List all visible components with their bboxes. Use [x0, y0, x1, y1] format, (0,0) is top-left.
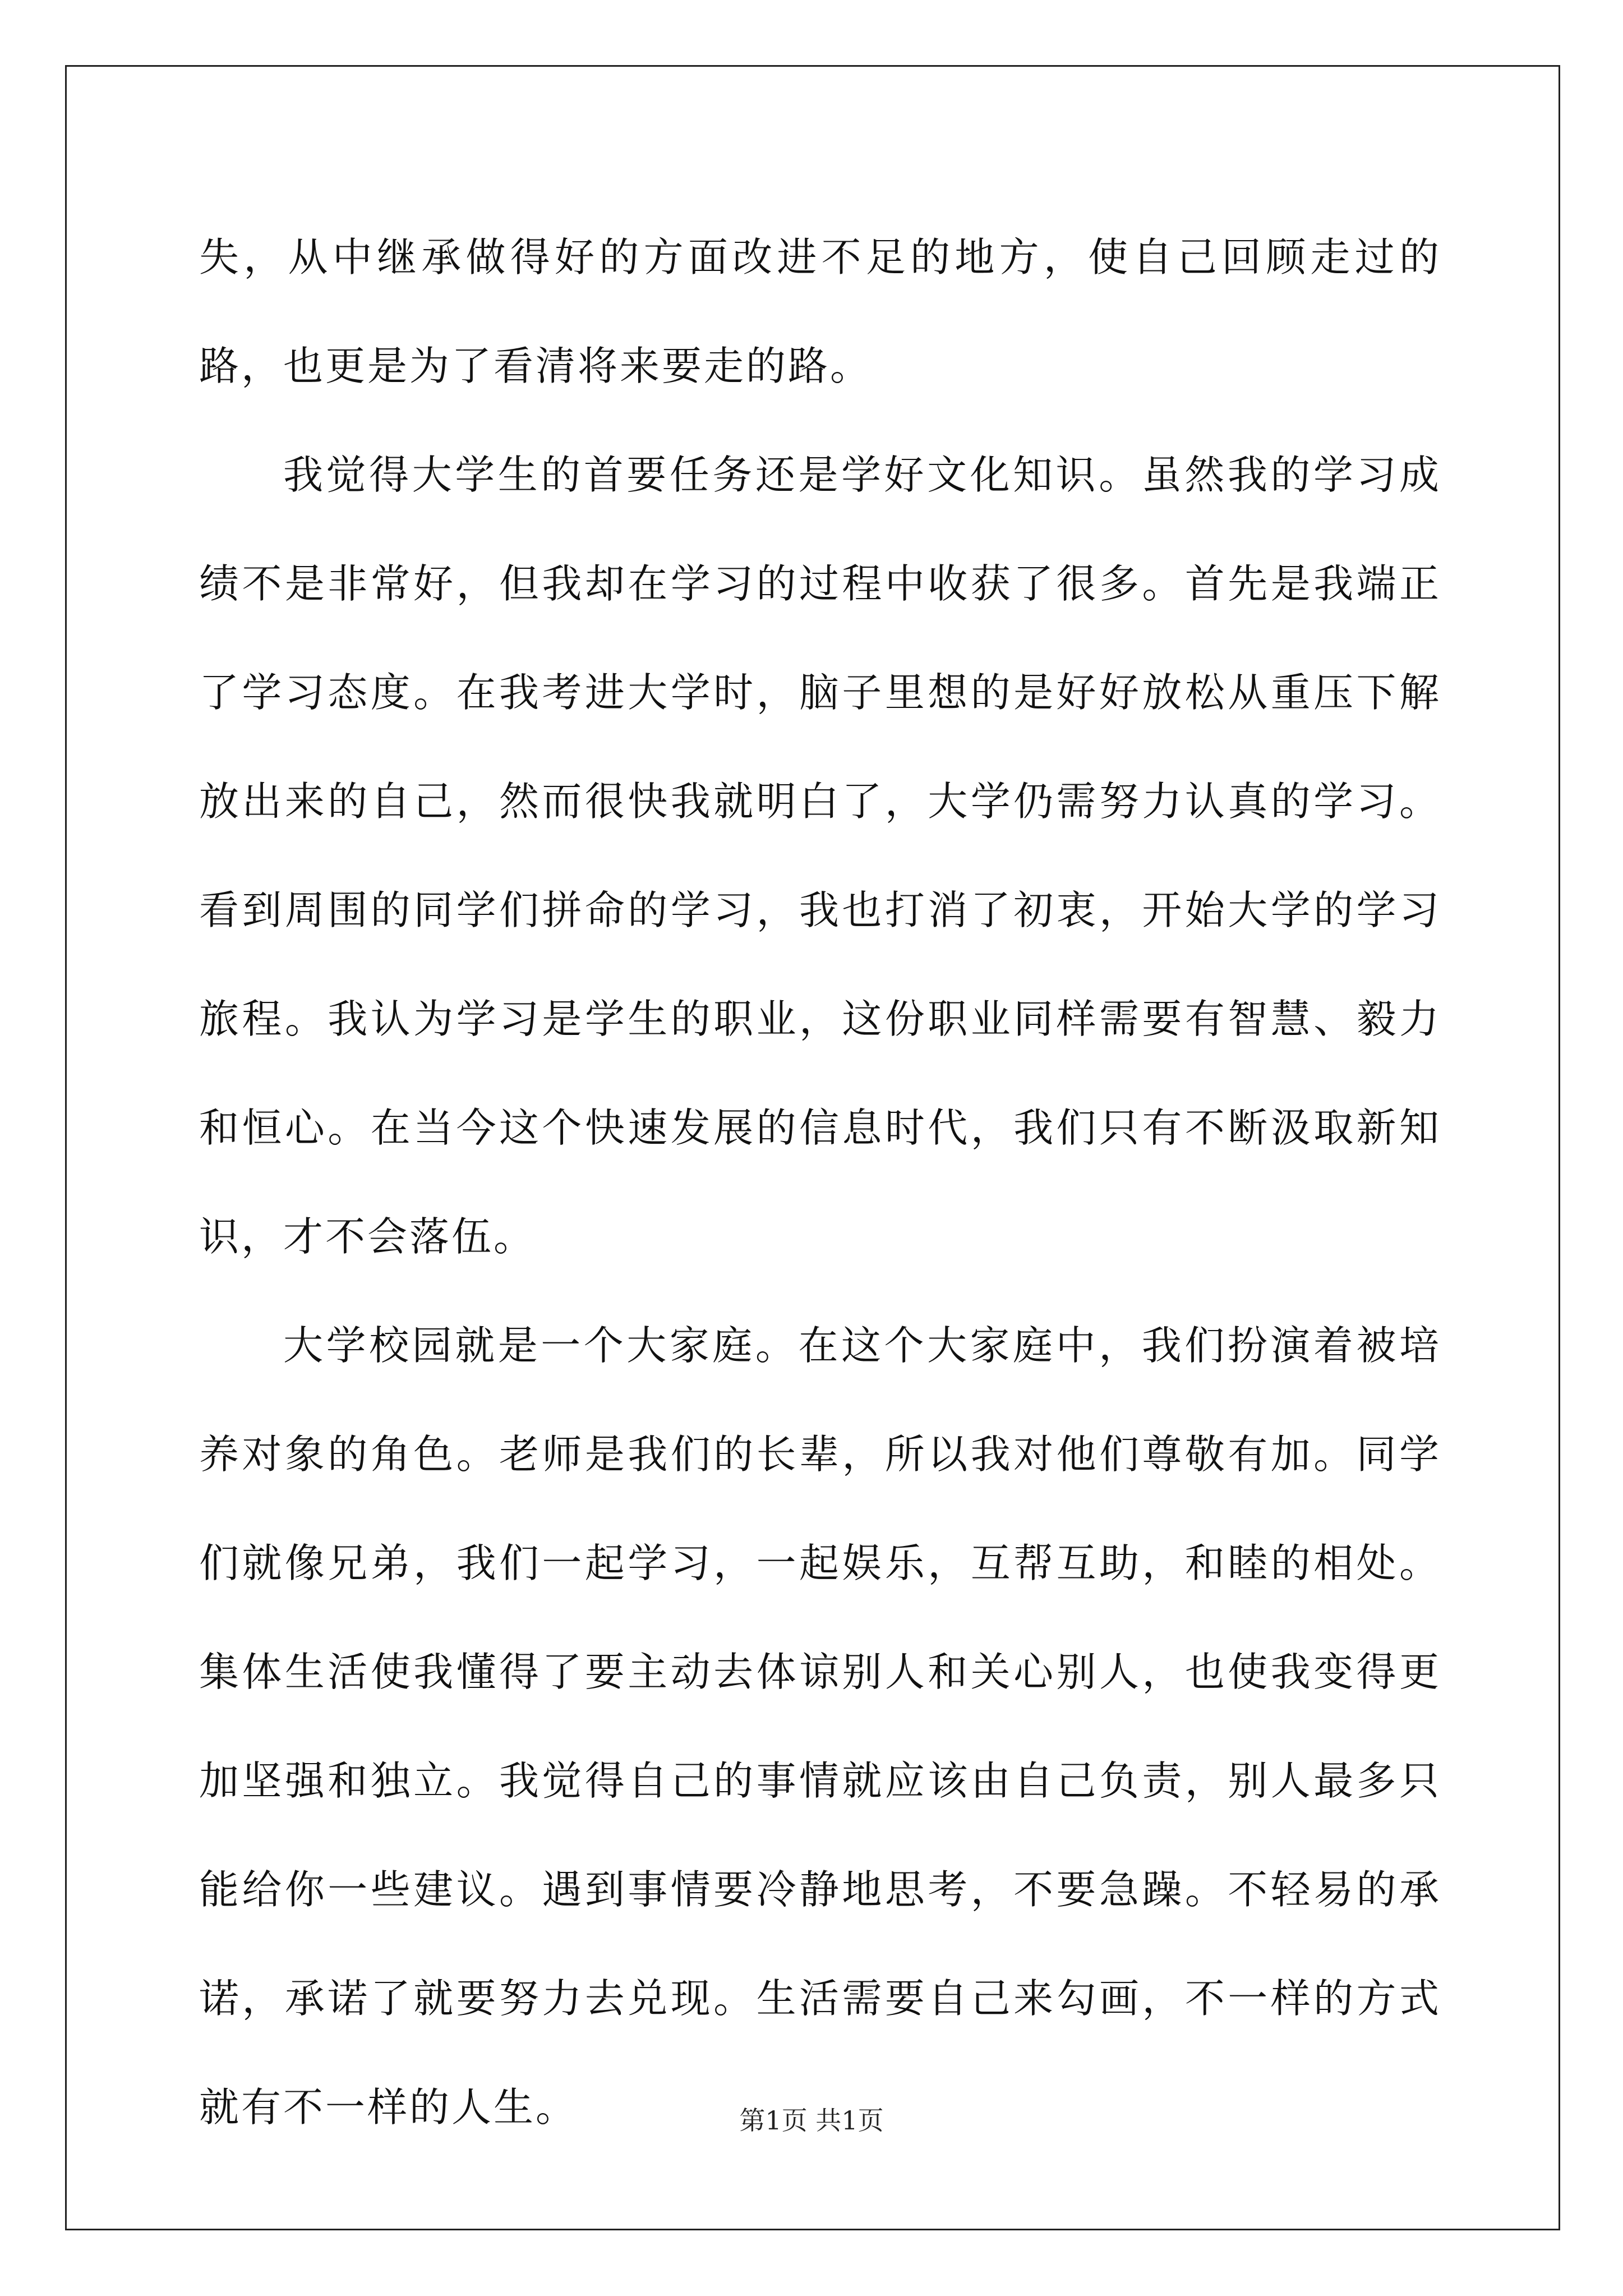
paragraph-study: 我觉得大学生的首要任务还是学好文化知识。虽然我的学习成绩不是非常好，但我却在学习的过程中收获了很多。首先是我端正了学习态度。在我考进大学时，脑子里想的是好好放松从重压下解放出来的自己，然而很快我就明白了，大学仍需努力认真的学习。看到周围的同学们拼命的学习，我也打消了初衷，开始大学的学习旅程。我认为学习是学生的职业，这份职业同样需要有智慧、毅力和恒心。在当今这个快速发展的信息时代，我们只有不断汲取新知识，才不会落伍。 [199, 452, 1441, 1260]
paragraph-campus-life: 大学校园就是一个大家庭。在这个大家庭中，我们扮演着被培养对象的角色。老师是我们的长辈，所以我对他们尊敬有加。同学们就像兄弟，我们一起学习，一起娱乐，互帮互助，和睦的相处。集体生活使我懂得了要主动去体谅别人和关心别人，也使我变得更加坚强和独立。我觉得自己的事情就应该由自己负责，别人最多只能给你一些建议。遇到事情要冷静地思考，不要急躁。不轻易的承诺，承诺了就要努力去兑现。生活需要自己来勾画，不一样的方式就有不一样的人生。 [199, 1322, 1441, 2131]
page-footer: 第1页 共1页 [739, 2105, 884, 2136]
paragraph-continuation: 失，从中继承做得好的方面改进不足的地方，使自己回顾走过的路，也更是为了看清将来要走的路。 [199, 234, 1441, 389]
document-body [199, 203, 1441, 2162]
